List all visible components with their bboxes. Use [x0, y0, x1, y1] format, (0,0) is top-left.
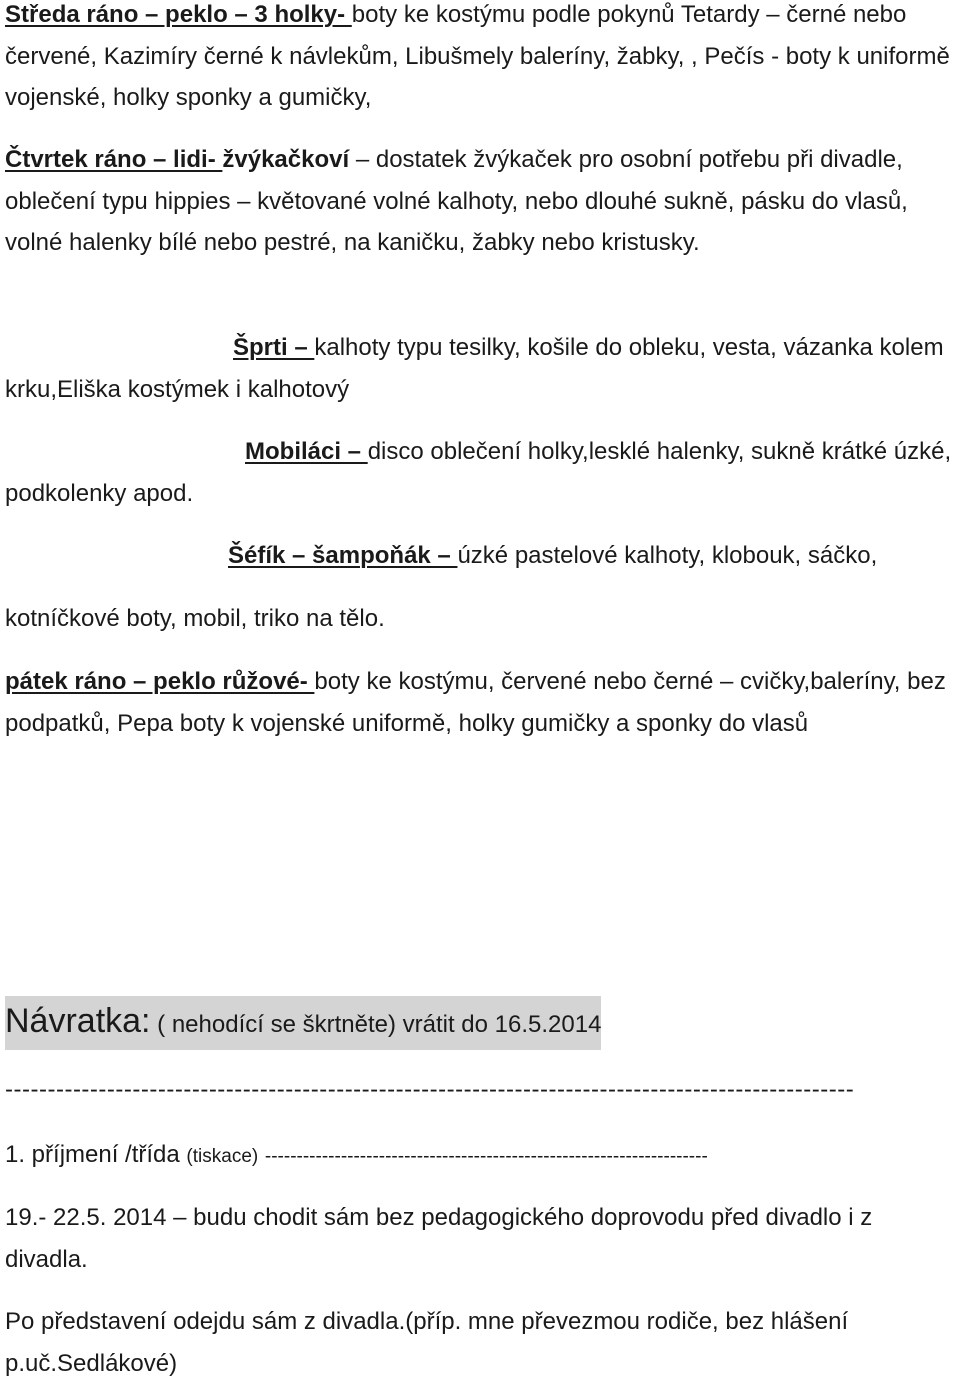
paragraph-thursday: [5, 139, 956, 264]
heading-thursday: Čtvrtek ráno – lidi-: [5, 146, 223, 173]
name-class-line: [5, 1134, 956, 1178]
text-mobilaci: disco oblečení holky,lesklé halenky, sukně krátké úzké, podkolenky apod.: [5, 438, 952, 507]
paragraph-sefik: [228, 535, 956, 577]
paragraph-friday: [5, 661, 956, 744]
heading-mobilaci: Mobiláci –: [245, 438, 368, 465]
text-friday: boty ke kostýmu, červené nebo černé – cvičky,baleríny, bez podpatků, Pepa boty k vojenské uniformě, holky gumičky a sponky do vlasů: [5, 668, 946, 737]
heading-sefik: Šéfík – šampoňák –: [228, 542, 458, 569]
text-thursday: – dostatek žvýkaček pro osobní potřebu při divadle, oblečení typu hippies – květované volné kalhoty, nebo dlouhé sukně, pásku do vlasů, volné halenky bílé nebo pestré, na kaničku, žabky nebo kristusky.: [5, 146, 908, 256]
text-wednesday: boty ke kostýmu podle pokynů Tetardy – černé nebo červené, Kazimíry černé k návlekům, Libušmely baleríny, žabky, , Pečís - boty k uniformě vojenské, holky sponky a gumičky,: [5, 1, 950, 111]
heading-sprti: Šprti –: [233, 334, 315, 361]
cut-line: ----------------------------------------------------------------------------------------------------: [5, 1076, 855, 1103]
group-name-thursday: žvýkačkoví: [222, 146, 350, 173]
paragraph-sefik-cont: [5, 598, 956, 640]
paragraph-sprti: [5, 327, 956, 410]
paragraph-after-performance: Po představení odejdu sám z divadla.(příp. mne převezmou rodiče, bez hlášení p.uč.Sedlákové): [5, 1308, 849, 1377]
paragraph-mobilaci: [5, 431, 956, 514]
return-slip-heading: [5, 996, 956, 1050]
name-class-hint: (tiskace): [186, 1146, 259, 1167]
paragraph-dates: 19.- 22.5. 2014 – budu chodit sám bez pedagogického doprovodu před divadlo i z divadla.: [5, 1204, 873, 1273]
name-class-blank: ----------------------------------------------------------------------: [264, 1146, 708, 1167]
heading-wednesday: Středa ráno – peklo – 3 holky-: [5, 1, 352, 28]
return-slip-label: Návratka:: [5, 1002, 151, 1040]
text-sprti: kalhoty typu tesilky, košile do obleku, vesta, vázanka kolem krku,Eliška kostýmek i kalhotový: [5, 334, 944, 403]
return-slip-text: ( nehodící se škrtněte) vrátit do 16.5.2014: [150, 1011, 602, 1038]
text-sefik-2: kotníčkové boty, mobil, triko na tělo.: [5, 605, 385, 632]
name-class-label: 1. příjmení /třída: [5, 1141, 180, 1168]
paragraph-wednesday: [5, 0, 956, 119]
text-sefik: úzké pastelové kalhoty, klobouk, sáčko,: [457, 542, 878, 569]
heading-friday: pátek ráno – peklo růžové-: [5, 668, 315, 695]
